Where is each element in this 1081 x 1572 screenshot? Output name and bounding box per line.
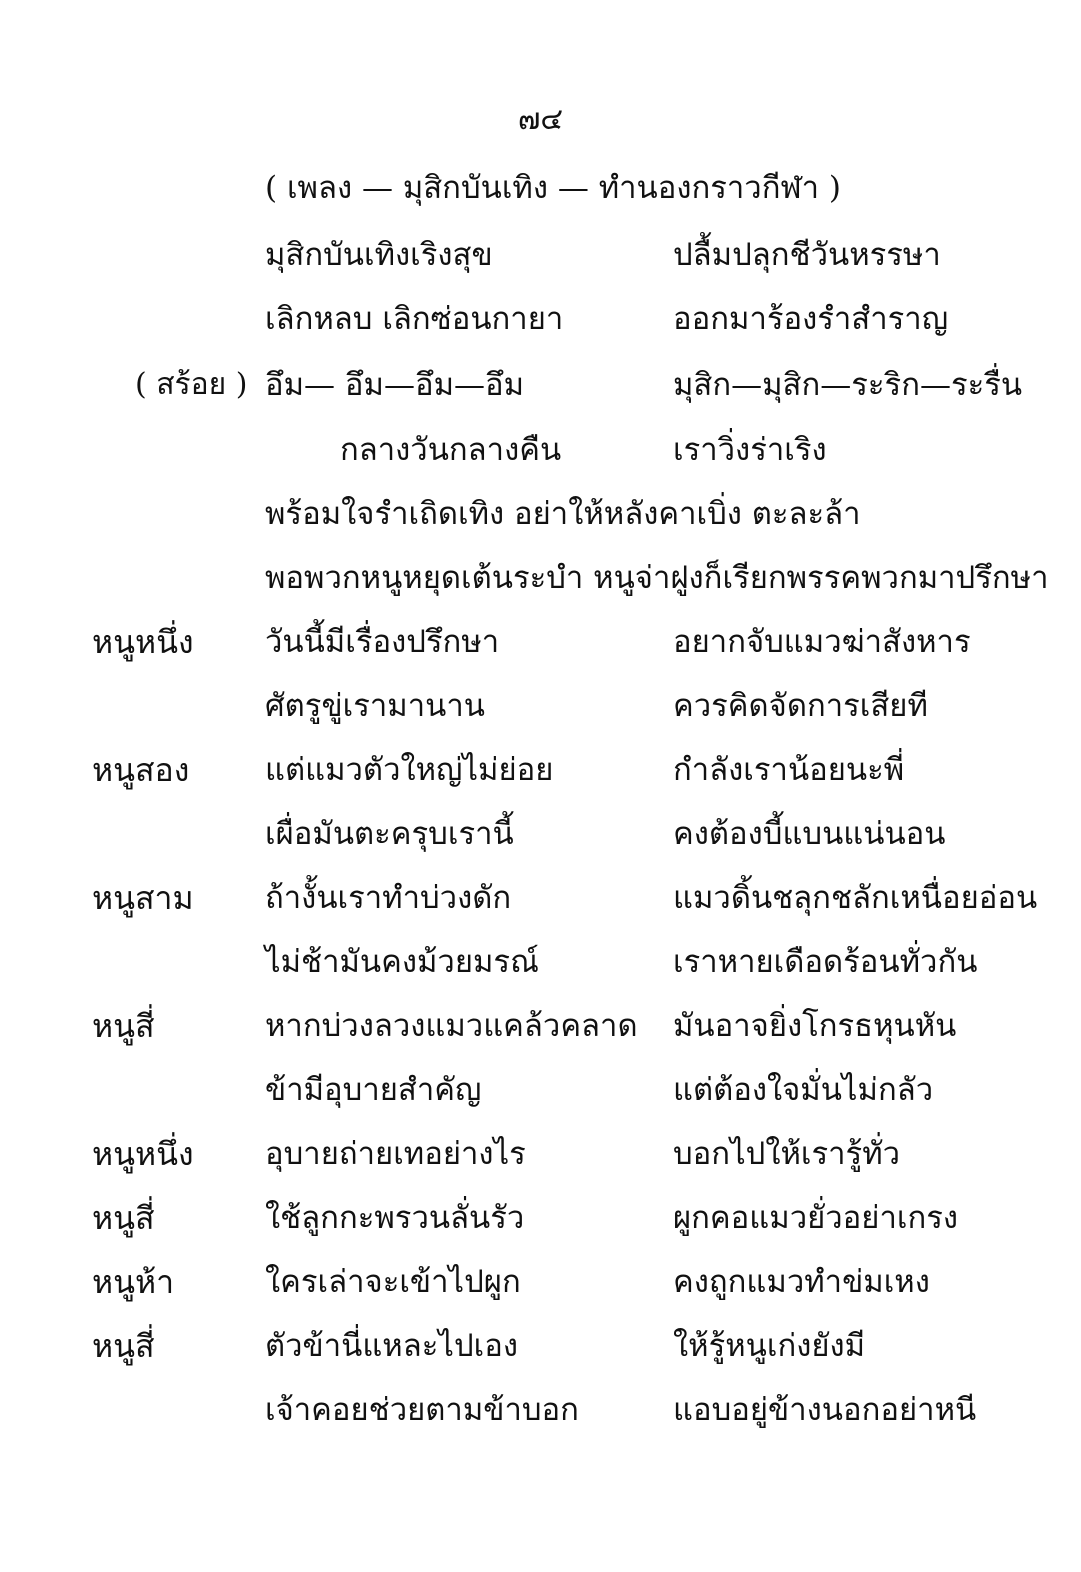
verse-line bbox=[0, 1001, 1081, 1051]
verse-line bbox=[0, 873, 1081, 923]
verse-first-half: กลางวันกลางคืน bbox=[340, 432, 562, 468]
verse-second-half: มันอาจยิ่งโกรธหุนหัน bbox=[673, 1008, 957, 1044]
verse-first-half: เผื่อมันตะครุบเรานี้ bbox=[265, 816, 514, 852]
verse-second-half: ให้รู้หนูเก่งยังมี bbox=[673, 1328, 866, 1364]
verse-second-half: เราหายเดือดร้อนทั่วกัน bbox=[673, 944, 978, 980]
verse-line bbox=[0, 1193, 1081, 1243]
verse-full-line: พร้อมใจรำเถิดเทิง อย่าให้หลังคาเบิ่ง ตะละล้า bbox=[265, 496, 861, 532]
verse-second-half: บอกไปให้เรารู้ทั่ว bbox=[673, 1136, 901, 1172]
verse-first-half: เจ้าคอยช่วยตามข้าบอก bbox=[265, 1392, 579, 1428]
speaker-label: หนูหนึ่ง bbox=[92, 1135, 194, 1173]
verse-line bbox=[0, 489, 1081, 539]
chorus-label: ( สร้อย ) bbox=[135, 367, 248, 402]
verse-second-half: เราวิ่งร่าเริง bbox=[673, 432, 827, 468]
verse-line bbox=[0, 425, 1081, 475]
verse-first-half: แต่แมวตัวใหญ่ไม่ย่อย bbox=[265, 752, 554, 788]
verse-first-half: เลิกหลบ เลิกซ่อนกายา bbox=[265, 301, 564, 337]
speaker-label: หนูสาม bbox=[92, 879, 194, 917]
verse-first-half: ตัวข้านี่แหละไปเอง bbox=[265, 1328, 519, 1364]
verse-second-half: ควรคิดจัดการเสียที bbox=[673, 688, 928, 724]
verse-first-half: มุสิกบันเทิงเริงสุข bbox=[265, 237, 493, 273]
verse-first-half: อุบายถ่ายเทอย่างไร bbox=[265, 1136, 526, 1172]
verse-line bbox=[0, 294, 1081, 344]
verse-line bbox=[0, 360, 1081, 410]
verse-second-half: ออกมาร้องรำสำราญ bbox=[673, 301, 949, 337]
verse-second-half: แอบอยู่ข้างนอกอย่าหนี bbox=[673, 1392, 977, 1428]
verse-second-half: แมวดิ้นชลุกชลักเหนื่อยอ่อน bbox=[673, 880, 1038, 916]
page-number: ๗๔ bbox=[517, 102, 564, 137]
verse-second-half: อยากจับแมวฆ่าสังหาร bbox=[673, 624, 971, 660]
verse-second-half: ปลื้มปลุกชีวันหรรษา bbox=[673, 237, 941, 273]
narration-line bbox=[0, 553, 1081, 603]
verse-line bbox=[0, 1129, 1081, 1179]
verse-first-half: อึม— อึม—อึม—อึม bbox=[265, 367, 525, 403]
verse-line bbox=[0, 1065, 1081, 1115]
verse-line bbox=[0, 617, 1081, 667]
song-title: ( เพลง — มุสิกบันเทิง — ทำนองกราวกีฬา ) bbox=[265, 170, 842, 206]
verse-first-half: วันนี้มีเรื่องปรึกษา bbox=[265, 624, 500, 660]
verse-second-half: แต่ต้องใจมั่นไม่กลัว bbox=[673, 1072, 934, 1108]
verse-first-half: ศัตรูขู่เรามานาน bbox=[265, 688, 485, 724]
verse-first-half: หากบ่วงลวงแมวแคล้วคลาด bbox=[265, 1008, 638, 1044]
speaker-label: หนูห้า bbox=[92, 1263, 175, 1301]
verse-line bbox=[0, 1257, 1081, 1307]
speaker-label: หนูหนึ่ง bbox=[92, 623, 194, 661]
speaker-label: หนูสี่ bbox=[92, 1199, 155, 1237]
verse-first-half: ใช้ลูกกะพรวนลั่นรัว bbox=[265, 1200, 525, 1236]
verse-second-half: มุสิก—มุสิก—ระริก—ระรื่น bbox=[673, 367, 1023, 403]
speaker-label: หนูสอง bbox=[92, 751, 190, 789]
verse-first-half: ไม่ช้ามันคงม้วยมรณ์ bbox=[265, 944, 539, 980]
narration-text: พอพวกหนูหยุดเต้นระบำ หนูจ่าฝูงก็เรียกพรรคพวกมาปรึกษา bbox=[265, 560, 1049, 596]
verse-line bbox=[0, 1321, 1081, 1371]
verse-first-half: ข้ามีอุบายสำคัญ bbox=[265, 1072, 482, 1108]
verse-first-half: ถ้างั้นเราทำบ่วงดัก bbox=[265, 880, 512, 916]
verse-line bbox=[0, 937, 1081, 987]
verse-first-half: ใครเล่าจะเข้าไปผูก bbox=[265, 1264, 521, 1300]
speaker-label: หนูสี่ bbox=[92, 1007, 155, 1045]
verse-second-half: กำลังเราน้อยนะพี่ bbox=[673, 752, 905, 788]
speaker-label: หนูสี่ bbox=[92, 1327, 155, 1365]
verse-line bbox=[0, 1385, 1081, 1435]
verse-line bbox=[0, 745, 1081, 795]
verse-line bbox=[0, 809, 1081, 859]
verse-second-half: คงต้องบี้แบนแน่นอน bbox=[673, 816, 946, 852]
verse-line bbox=[0, 681, 1081, 731]
verse-second-half: ผูกคอแมวยั่วอย่าเกรง bbox=[673, 1200, 959, 1236]
verse-second-half: คงถูกแมวทำข่มเหง bbox=[673, 1264, 930, 1300]
verse-line bbox=[0, 230, 1081, 280]
